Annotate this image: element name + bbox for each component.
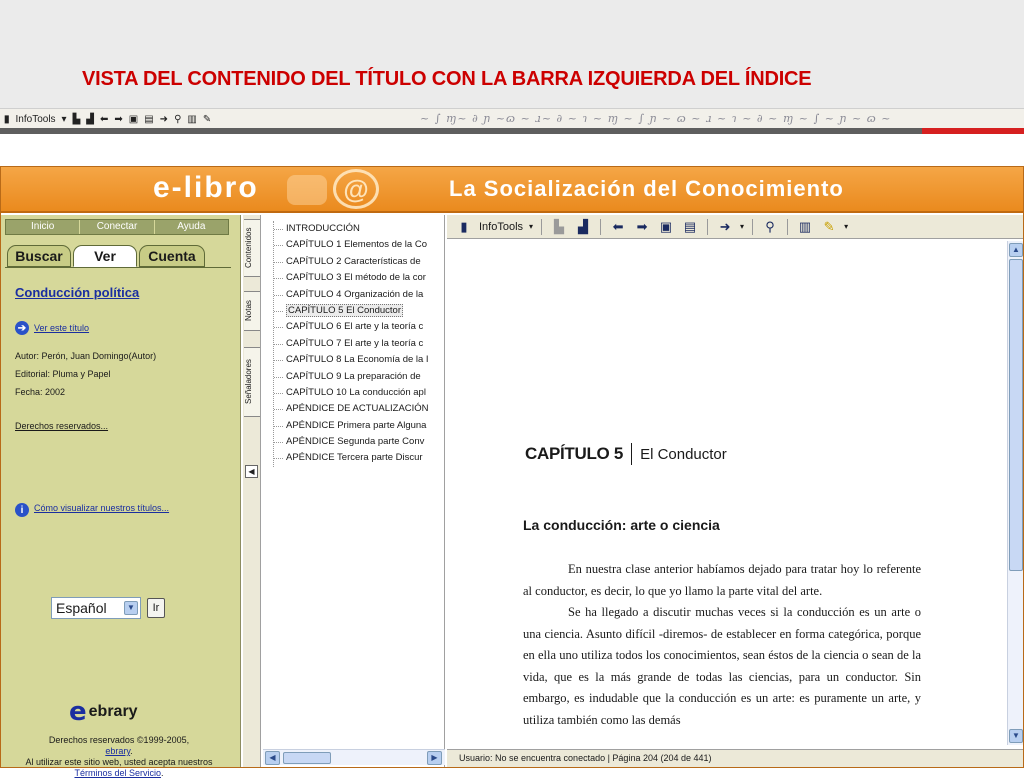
top-links (5, 219, 229, 235)
zoom-icon[interactable]: ⚲ (765, 218, 775, 234)
export-icon: ➜ (159, 113, 169, 125)
forward-arrow-icon[interactable]: ➡ (636, 218, 648, 234)
tab-senaladores[interactable]: Señaladores (244, 347, 260, 417)
next-page-icon[interactable]: ▤ (683, 218, 697, 234)
toc-item[interactable] (274, 303, 445, 319)
cropped-toolbar-strip (0, 108, 1024, 128)
toc-item[interactable] (274, 270, 445, 286)
ebrary-mark-icon: e (69, 697, 87, 727)
separator (707, 219, 708, 235)
rights-link[interactable]: Derechos reservados... (15, 421, 109, 431)
arrow-right-icon: ➔ (15, 321, 29, 335)
section-heading: La conducción: arte o ciencia (523, 517, 720, 533)
scroll-down-icon[interactable]: ▼ (1009, 729, 1023, 743)
goto-page-icon[interactable]: ▣ (659, 218, 673, 234)
body-text (523, 559, 921, 731)
footer-rights: Derechos reservados ©1999-2005, (48, 735, 190, 745)
toc-item-label: CAPÍTULO 4 Organización de la (286, 288, 424, 300)
toc-item-label: CAPÍTULO 5 El Conductor (288, 304, 401, 316)
info-icon: i (15, 503, 29, 517)
book-graphic-icon (287, 175, 327, 205)
tab-notas[interactable]: Notas (244, 291, 260, 331)
highlight-icon: ✎ (202, 113, 212, 125)
book-title-link[interactable]: Conducción política (15, 285, 140, 300)
highlight-dropdown-icon[interactable]: ▾ (844, 222, 849, 231)
table-of-contents (263, 215, 445, 767)
toc-item-label: CAPÍTULO 3 El método de la cor (286, 272, 426, 284)
accent-bar (922, 128, 1024, 134)
slide-title: VISTA DEL CONTENIDO DEL TÍTULO CON LA BARRA IZQUIERDA DEL ÍNDICE (82, 68, 812, 90)
link-conectar[interactable]: Conectar (80, 220, 154, 234)
separator (541, 219, 542, 235)
language-row (51, 597, 165, 619)
tab-contenidos[interactable]: Contenidos (244, 219, 260, 277)
chapter-number: CAPÍTULO 5 (525, 444, 624, 463)
highlight-icon[interactable]: ✎ (823, 218, 835, 234)
toc-item[interactable] (274, 434, 445, 450)
scroll-left-icon[interactable]: ◀ (265, 751, 280, 765)
document-page (447, 241, 1007, 745)
vertical-scrollbar[interactable] (1007, 241, 1023, 745)
link-inicio[interactable]: Inicio (6, 220, 80, 234)
infotools-label[interactable]: InfoTools (479, 220, 524, 233)
ebook-screenshot (0, 166, 1024, 778)
go-button[interactable]: Ir (147, 598, 165, 618)
divider-bar (0, 128, 1024, 134)
toc-item-label: CAPÍTULO 7 El arte y la teoría c (286, 337, 424, 349)
viewer-toolbar (447, 215, 1023, 239)
toc-item-label: CAPÍTULO 10 La conducción apl (286, 386, 426, 398)
scroll-thumb[interactable] (283, 752, 331, 764)
chapter-divider (631, 443, 632, 465)
toc-item[interactable] (274, 369, 445, 385)
chapter-name: El Conductor (640, 445, 727, 463)
toc-item[interactable] (274, 221, 445, 237)
page-icon: ▣ (128, 113, 139, 125)
toc-item[interactable] (274, 254, 445, 270)
toc-item-label: CAPÍTULO 1 Elementos de la Co (286, 239, 427, 251)
date-text: Fecha: 2002 (15, 387, 66, 397)
tabs-baseline (5, 267, 231, 271)
slide-header (0, 0, 1024, 108)
infotools-icon[interactable]: ▮ (460, 218, 468, 234)
terms-link[interactable]: Términos del Servicio (74, 768, 161, 778)
toc-item[interactable] (274, 450, 445, 466)
toc-item-label: APÉNDICE Tercera parte Discur (286, 452, 423, 464)
toc-item[interactable] (274, 418, 445, 434)
at-sign-icon: @ (333, 169, 379, 209)
author-text: Autor: Perón, Juan Domingo(Autor) (15, 351, 157, 361)
toc-item[interactable] (274, 401, 445, 417)
bookmark-icon: ▥ (187, 113, 197, 125)
copy-icon[interactable]: ▙ (554, 218, 565, 234)
footer-ebrary-link[interactable]: ebrary (105, 746, 131, 756)
zoom-icon: ⚲ (174, 113, 182, 125)
panel-tabs (5, 245, 233, 267)
scroll-up-icon[interactable]: ▲ (1009, 243, 1023, 257)
strip-tools (4, 111, 211, 127)
toc-item-label: INTRODUCCIÓN (286, 223, 360, 234)
chevron-down-icon: ▼ (124, 601, 138, 615)
left-panel (1, 215, 241, 778)
separator (600, 219, 601, 235)
toc-item[interactable] (274, 352, 445, 368)
separator (752, 219, 753, 235)
print-icon[interactable]: ▟ (578, 218, 589, 234)
toc-list (273, 221, 445, 467)
site-banner (1, 167, 1023, 213)
ebrary-logo (69, 697, 138, 727)
toc-item-label: APÉNDICE Primera parte Alguna (286, 419, 427, 431)
toc-item-label: CAPÍTULO 8 La Economía de la I (286, 354, 429, 366)
forward-arrow-icon: ➡ (114, 113, 123, 125)
toc-item[interactable] (274, 237, 445, 253)
chapter-heading (525, 443, 727, 465)
bookmark-icon[interactable]: ▥ (798, 218, 812, 234)
banner-tagline: La Socialización del Conocimiento (449, 176, 844, 201)
toc-item[interactable] (274, 385, 445, 401)
document-viewer (447, 215, 1023, 767)
handwriting-decoration: ~ ∫ ɱ~ ∂ ɲ ~ɷ ~ ɹ~ ∂ ~ ɿ ~ ɱ ~ ∫ ɲ ~ ɷ ~ ɹ ~ ɿ ~ ∂ ~ ɱ ~ ∫ ~ ɲ ~ ɷ ~ (420, 112, 892, 125)
toc-item-label: CAPÍTULO 9 La preparación de (286, 370, 421, 382)
toc-item-label: APÉNDICE Segunda parte Conv (286, 436, 425, 448)
toc-horizontal-scrollbar[interactable] (263, 749, 445, 765)
help-link[interactable]: Cómo visualizar nuestros títulos... (34, 503, 170, 513)
strip-label: InfoTools (15, 113, 56, 125)
infotools-dropdown-icon[interactable]: ▾ (529, 222, 534, 231)
ebrary-wordmark: ebrary (88, 703, 138, 720)
language-select[interactable] (51, 597, 141, 619)
back-arrow-icon: ⬅ (99, 113, 109, 125)
publisher-text: Editorial: Pluma y Papel (15, 369, 111, 379)
scroll-right-icon[interactable]: ▶ (427, 751, 442, 765)
footer-text: Al utilizar este sitio web, usted acepta nuestros (25, 757, 213, 767)
toc-item[interactable] (274, 319, 445, 335)
view-title-row[interactable] (15, 321, 89, 335)
export-dropdown-icon[interactable]: ▾ (740, 222, 745, 231)
toc-item-label: CAPÍTULO 6 El arte y la teoría c (286, 321, 424, 333)
status-bar: Usuario: No se encuentra conectado | Página 204 (204 de 441) (447, 749, 1023, 767)
paragraph: En nuestra clase anterior habíamos dejado para tratar hoy lo referente al conductor, es decir, lo que yo llamo la parte vital del arte. (523, 562, 921, 598)
tab-ver[interactable]: Ver (73, 245, 137, 267)
toc-item[interactable] (274, 287, 445, 303)
tab-buscar[interactable]: Buscar (7, 245, 71, 267)
footer-note: Derechos reservados ©1999-2005, ebrary. Al utilizar este sitio web, usted acepta nuestros Términos del Servicio. (7, 735, 231, 779)
goto-icon: ▤ (144, 113, 154, 125)
help-row[interactable] (15, 503, 184, 517)
scroll-thumb[interactable] (1009, 259, 1023, 571)
view-title-link[interactable]: Ver este título (34, 323, 90, 333)
export-icon[interactable]: ➜ (719, 218, 731, 234)
save-icon: ▮ (4, 113, 10, 125)
print-icon: ▟ (86, 113, 94, 125)
separator (787, 219, 788, 235)
toc-item-label: APÉNDICE DE ACTUALIZACIÓN (286, 403, 429, 415)
collapse-arrow-icon[interactable]: ◀ (245, 465, 258, 478)
tab-cuenta[interactable]: Cuenta (139, 245, 205, 267)
paragraph: Se ha llegado a discutir muchas veces si la conducción es un arte o una ciencia. Asunto difícil -diremos- de establecer en forma categórica, porque en ella uno utiliza todos los conocimientos, sean éstos de la ciencia o sean de la vida, que es la más grande de todas las ciencias, para un conductor. Sin embargo, es indudable que la conducción es un arte: es puramente un arte, y utiliza también como las demás (523, 605, 921, 727)
brand-logo: e-libro (153, 171, 259, 204)
back-arrow-icon[interactable]: ⬅ (612, 218, 624, 234)
toc-item-label: CAPÍTULO 2 Características de (286, 255, 421, 267)
language-value: Español (56, 600, 107, 616)
side-tab-strip (243, 215, 261, 767)
toc-item[interactable] (274, 336, 445, 352)
copy-icon: ▙ (72, 113, 81, 125)
link-ayuda[interactable]: Ayuda (177, 221, 206, 232)
dropdown-icon: ▾ (61, 113, 67, 125)
